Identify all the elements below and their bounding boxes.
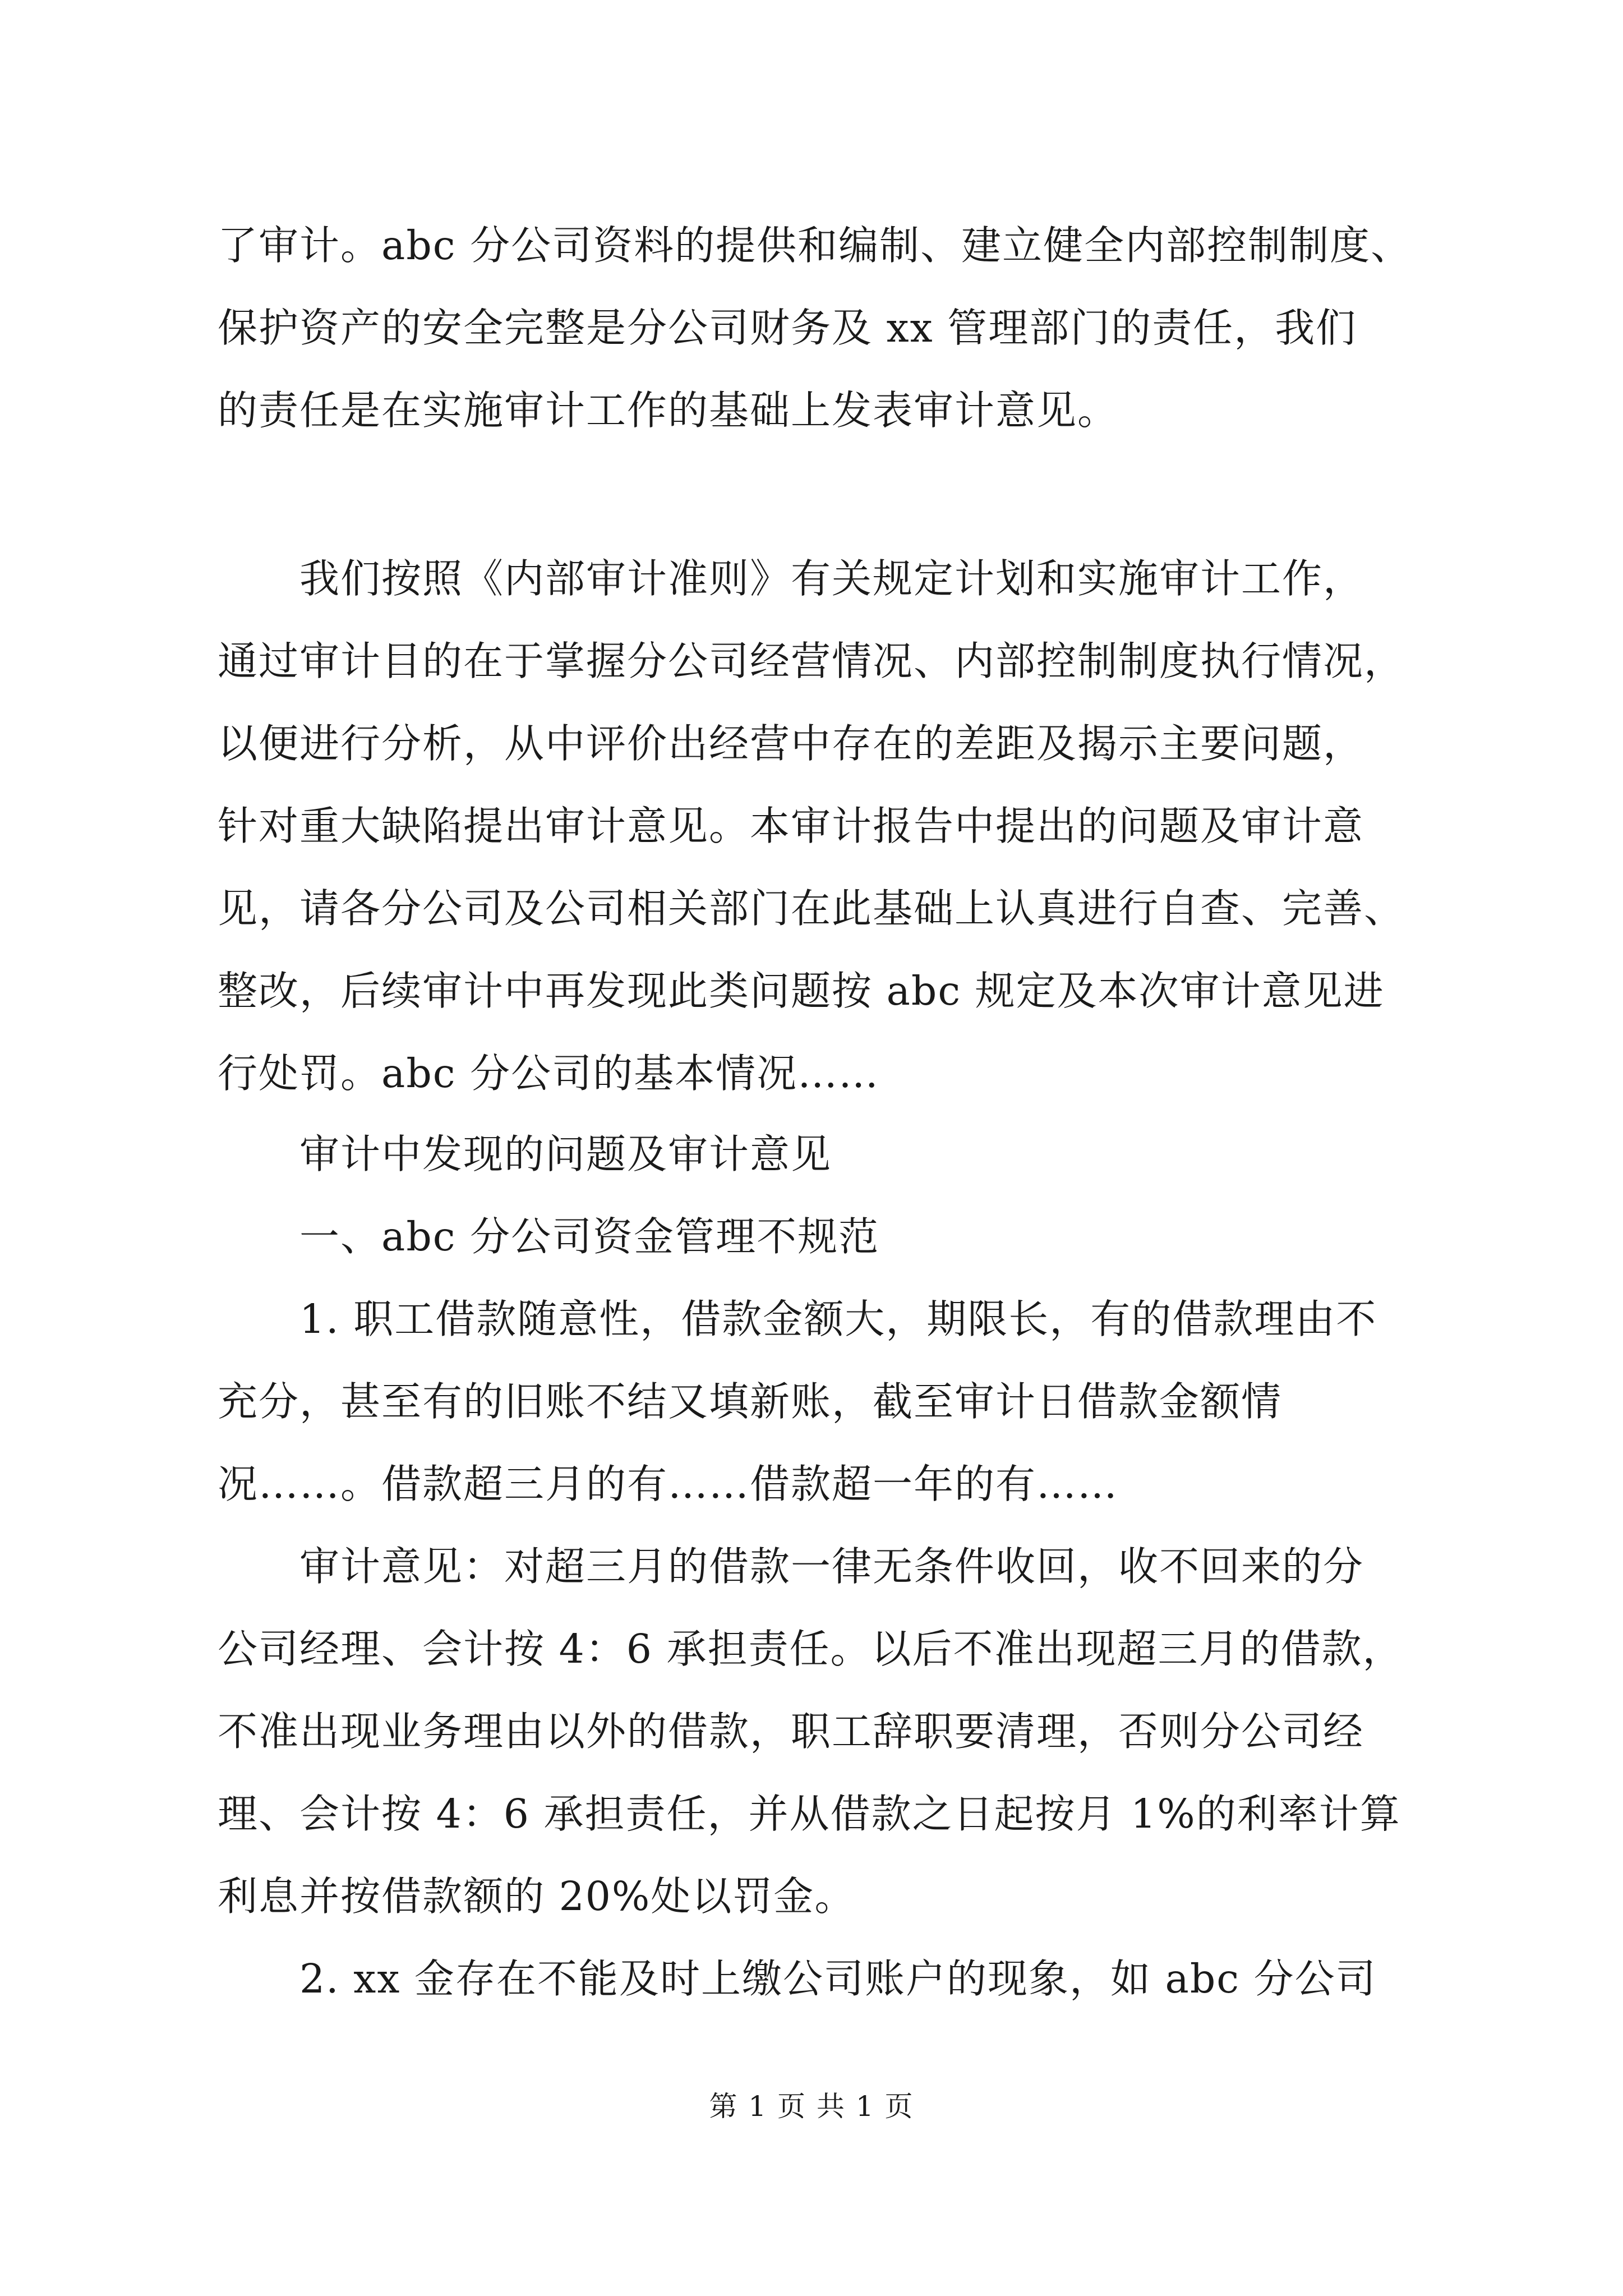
- text-line: 通过审计目的在于掌握分公司经营情况、内部控制制度执行情况，: [218, 638, 1405, 684]
- text-line: 整改，后续审计中再发现此类问题按 abc 规定及本次审计意见进: [218, 968, 1385, 1014]
- page-number-footer: 第 1 页 共 1 页: [709, 2090, 914, 2123]
- text-line: 不准出现业务理由以外的借款，职工辞职要清理，否则分公司经: [218, 1708, 1364, 1755]
- text-line: 公司经理、会计按 4：6 承担责任。以后不准出现超三月的借款，: [218, 1626, 1404, 1672]
- text-line: 利息并按借款额的 20%处以罚金。: [218, 1873, 856, 1920]
- text-line: 充分，甚至有的旧账不结又填新账，截至审计日借款金额情: [218, 1378, 1283, 1425]
- text-line: 理、会计按 4：6 承担责任，并从借款之日起按月 1%的利率计算: [218, 1791, 1401, 1837]
- text-line: 行处罚。abc 分公司的基本情况……: [218, 1050, 880, 1097]
- text-line: 2. xx 金存在不能及时上缴公司账户的现象，如 abc 分公司: [218, 1955, 1377, 2002]
- text-line: 针对重大缺陷提出审计意见。本审计报告中提出的问题及审计意: [218, 803, 1364, 849]
- section-heading: 审计中发现的问题及审计意见: [218, 1131, 832, 1177]
- text-line: 保护资产的安全完整是分公司财务及 xx 管理部门的责任，我们: [218, 305, 1357, 351]
- text-line: 1. 职工借款随意性，借款金额大，期限长，有的借款理由不: [218, 1296, 1377, 1342]
- text-line: 见，请各分公司及公司相关部门在此基础上认真进行自查、完善、: [218, 885, 1405, 932]
- text-line: 了审计。abc 分公司资料的提供和编制、建立健全内部控制制度、: [218, 222, 1412, 269]
- text-line: 我们按照《内部审计准则》有关规定计划和实施审计工作，: [218, 555, 1364, 602]
- subsection-heading: 一、abc 分公司资金管理不规范: [218, 1213, 880, 1260]
- text-line: 的责任是在实施审计工作的基础上发表审计意见。: [218, 387, 1119, 434]
- text-line: 况……。借款超三月的有……借款超一年的有……: [218, 1461, 1119, 1507]
- text-line: 以便进行分析，从中评价出经营中存在的差距及揭示主要问题，: [218, 720, 1364, 767]
- text-line: 审计意见：对超三月的借款一律无条件收回，收不回来的分: [218, 1543, 1364, 1590]
